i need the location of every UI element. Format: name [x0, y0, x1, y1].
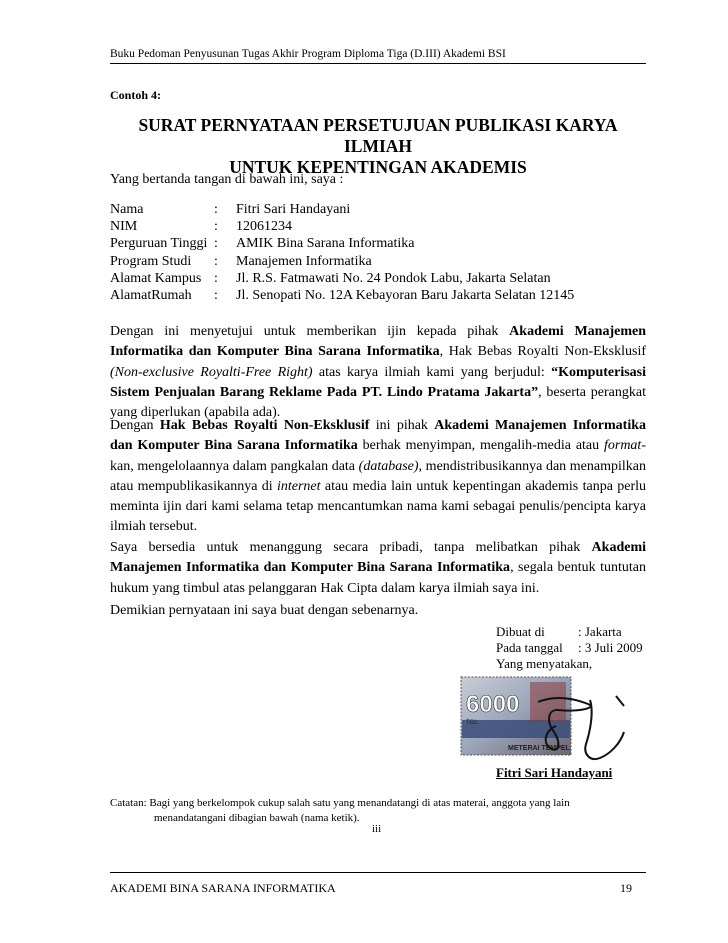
italic-term: (Non-exclusive Royalti-Free Right) [110, 364, 313, 380]
stamp-caption: METERAI TEMPEL [508, 745, 570, 752]
note-line-1: Catatan: Bagi yang berkelompok cukup salah satu yang menandatangi di atas materai, anggota yang lain [110, 797, 570, 809]
thesis-title: “Komputerisasi Sistem Penjualan Barang Reklame Pada PT. Lindo Pratama Jakarta” [110, 364, 646, 400]
field-colon: : [214, 288, 218, 304]
field-value: AMIK Bina Sarana Informatika [236, 236, 415, 252]
signature-stroke-1 [538, 698, 591, 750]
text-run: atau media lain untuk kepentingan akademis tanpa perlu meminta ijin dari kami selama tetap mencantumkan nama kami sebagai penulis/pencipta karya ilmiah tersebut. [110, 478, 647, 535]
text-run: Dengan [110, 418, 160, 433]
note-block [110, 796, 646, 825]
paragraph-liability [110, 538, 646, 599]
stamp-small-text: TGL. [466, 720, 480, 726]
date-value: : 3 Juli 2009 [578, 640, 643, 655]
field-colon: : [214, 270, 218, 286]
italic-term: (database) [358, 458, 419, 474]
paragraph-consent [110, 322, 646, 423]
header-rule [110, 63, 646, 64]
field-label: Perguruan Tinggi [110, 236, 208, 252]
institution-name: Akademi Manajemen Informatika dan Komputer Bina Sarana Informatika [110, 540, 646, 576]
identity-fields [110, 201, 574, 304]
stated-label: Yang menyatakan, [496, 656, 593, 671]
italic-term: internet [276, 478, 321, 494]
footer-institution: AKADEMI BINA SARANA INFORMATIKA [110, 881, 336, 895]
date-row [496, 640, 643, 656]
field-label: NIM [110, 219, 138, 235]
field-colon: : [214, 219, 218, 235]
field-row-alamat-rumah [110, 287, 574, 304]
field-value: Manajemen Informatika [236, 253, 372, 269]
title-line-2: UNTUK KEPENTINGAN AKADEMIS [229, 157, 527, 177]
stamp-amount: 6000 [466, 691, 520, 718]
text-run: , Hak Bebas Royalti Non-Eksklusif [439, 344, 646, 360]
text-run: -kan, mengelolaannya dalam pangkalan data [110, 438, 646, 474]
signature-stroke-3 [616, 696, 624, 706]
text-run: , beserta perangkat yang diperlukan (apabila ada). [110, 384, 647, 421]
field-label: Alamat Kampus [110, 270, 202, 286]
place-date-block [496, 624, 643, 672]
field-row-perguruan-tinggi [110, 235, 574, 252]
note-line-2: menandatangani dibagian bawah (nama ketik). [154, 811, 360, 824]
field-colon: : [214, 253, 218, 269]
paragraph-rights [110, 416, 646, 538]
footer-rule [110, 872, 646, 873]
field-colon: : [214, 236, 218, 252]
field-row-nama [110, 201, 574, 218]
date-label: Pada tanggal [496, 640, 563, 655]
field-value: Jl. R.S. Fatmawati No. 24 Pondok Labu, Jakarta Selatan [236, 270, 551, 286]
intro-text: Yang bertanda tangan di bawah ini, saya : [110, 172, 344, 187]
roman-page-number: iii [372, 823, 382, 835]
field-colon: : [214, 202, 218, 217]
field-row-nim [110, 218, 574, 235]
running-header: Buku Pedoman Penyusunan Tugas Akhir Program Diploma Tiga (D.III) Akademi BSI [110, 48, 506, 60]
handwritten-signature [528, 682, 638, 772]
text-run: Dengan ini menyetujui untuk memberikan ijin kepada pihak [110, 324, 510, 339]
example-label: Contoh 4: [110, 88, 162, 102]
footer-page-number: 19 [620, 881, 632, 895]
field-value: Fitri Sari Handayani [236, 202, 351, 217]
institution-name: Akademi Manajemen Informatika dan Komputer Bina Sarana Informatika [110, 324, 646, 360]
title-line-1: SURAT PERNYATAAN PERSETUJUAN PUBLIKASI KARYA ILMIAH [138, 115, 618, 156]
field-value: Jl. Senopati No. 12A Kebayoran Baru Jakarta Selatan 12145 [236, 288, 575, 304]
field-row-program-studi [110, 253, 574, 270]
field-label: Program Studi [110, 253, 192, 269]
text-run: , mendistribusikannya dan menampilkan atau mempublikasikannya di [110, 458, 646, 494]
institution-name: Akademi Manajemen Informatika dan Komputer Bina Sarana Informatika [110, 418, 646, 454]
signer-name: Fitri Sari Handayani [496, 765, 613, 780]
field-row-alamat-kampus [110, 270, 574, 287]
place-value: : Jakarta [578, 624, 622, 639]
italic-term: format [603, 438, 642, 454]
document-title [110, 115, 646, 178]
text-run: atas karya ilmiah kami yang berjudul: [312, 364, 552, 380]
rights-term: Hak Bebas Royalti Non-Eksklusif [159, 418, 370, 433]
signature-stroke-2 [585, 700, 624, 759]
field-label: Nama [110, 202, 144, 217]
place-row [496, 624, 643, 640]
field-value: 12061234 [236, 219, 292, 235]
text-run: berhak menyimpan, mengalih-media atau [357, 438, 604, 454]
field-label: AlamatRumah [110, 288, 192, 304]
text-run: , segala bentuk tuntutan hukum yang timbul atas pelanggaran Hak Cipta dalam karya ilmiah saya ini. [110, 560, 647, 596]
place-label: Dibuat di [496, 624, 545, 639]
text-run: ini pihak [369, 418, 435, 433]
closing-statement: Demikian pernyataan ini saya buat dengan sebenarnya. [110, 603, 419, 618]
text-run: Saya bersedia untuk menanggung secara pribadi, tanpa melibatkan pihak [110, 540, 592, 555]
